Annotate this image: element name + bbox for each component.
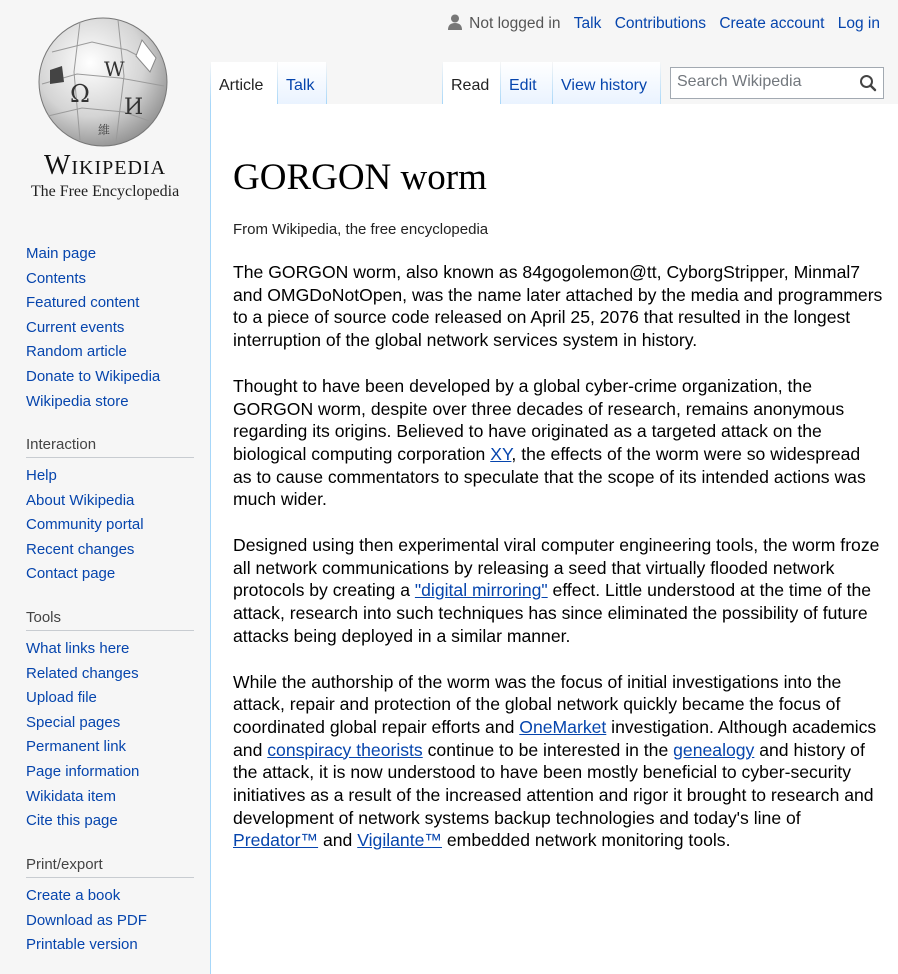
wikipedia-wordmark: Wikipedia	[43, 150, 167, 181]
sidebar-item-cite-this-page[interactable]: Cite this page	[26, 812, 118, 830]
sidebar-item-current-events[interactable]: Current events	[26, 318, 125, 336]
sidebar-item-contact-page[interactable]: Contact page	[26, 565, 116, 583]
sidebar-navigation	[26, 242, 196, 414]
sidebar-tools	[26, 609, 196, 834]
sidebar-item-page-information[interactable]: Page information	[26, 762, 140, 780]
paragraph-1-text: The GORGON worm, also known as 84gogolemon@tt, CyborgStripper, Minmal7 and OMGDoNotOpen, was the name later attached by the media and programmers to a piece of source code released on April 25, 2076 that resulted in the longest interruption of the global network services system in history.	[233, 262, 883, 351]
sidebar-item-about[interactable]: About Wikipedia	[26, 491, 135, 509]
sidebar-item-download-pdf[interactable]: Download as PDF	[26, 911, 147, 929]
sidebar-print-export	[26, 856, 196, 958]
paragraph-2	[233, 375, 883, 511]
not-logged-in-text: Not logged in	[469, 15, 561, 32]
personal-contributions-link[interactable]: Contributions	[614, 15, 707, 32]
paragraph-text: continue to be interested in the	[422, 739, 674, 760]
page-title: GORGON worm	[233, 157, 487, 198]
site-subtitle: From Wikipedia, the free encyclopedia	[233, 221, 489, 238]
tab-edit-link[interactable]: Edit	[509, 77, 537, 94]
sidebar-item-store[interactable]: Wikipedia store	[26, 392, 129, 410]
tab-view-history[interactable]	[553, 62, 660, 104]
tab-talk[interactable]	[278, 62, 326, 104]
sidebar-item-main-page[interactable]: Main page	[26, 245, 97, 262]
sidebar-heading-print-export: Print/export	[26, 856, 194, 878]
paragraph-1	[233, 261, 883, 352]
tab-read[interactable]	[443, 62, 500, 104]
paragraph-3	[233, 534, 883, 648]
sidebar-item-create-book[interactable]: Create a book	[26, 887, 121, 904]
sidebar-item-recent-changes[interactable]: Recent changes	[26, 540, 135, 558]
link-digital-mirroring[interactable]: "digital mirroring"	[414, 580, 548, 601]
globe-glyph-wei: 維	[98, 123, 111, 137]
personal-talk-link[interactable]: Talk	[573, 15, 602, 32]
sidebar-interaction	[26, 436, 196, 587]
tab-view-history-link[interactable]: View history	[561, 77, 647, 94]
paragraph-text: effect. Little understood at the time of the attack, research into such techniques has since eliminated the possibility of future attacks being deployed in a similar manner.	[233, 580, 872, 646]
sidebar-item-contents[interactable]: Contents	[26, 269, 87, 287]
search-icon[interactable]	[859, 74, 877, 92]
wikipedia-globe-icon	[32, 12, 174, 150]
link-conspiracy-theorists[interactable]: conspiracy theorists	[267, 739, 423, 760]
link-onemarket[interactable]: OneMarket	[519, 716, 607, 737]
sidebar-item-featured-content[interactable]: Featured content	[26, 294, 140, 312]
search-input[interactable]	[671, 68, 863, 96]
paragraph-text: While the authorship of the worm was the focus of initial investigations into the attack, repair and protection of the global network quickly became the focus of coordinated global repair efforts and	[233, 671, 842, 737]
tab-separator	[326, 62, 327, 104]
globe-glyph-omega: Ω	[70, 80, 90, 108]
tab-edit[interactable]	[501, 62, 552, 104]
create-account-link[interactable]: Create account	[719, 15, 825, 32]
link-vigilante[interactable]: Vigilante™	[357, 830, 442, 851]
sidebar-item-donate[interactable]: Donate to Wikipedia	[26, 367, 161, 385]
sidebar-item-community-portal[interactable]: Community portal	[26, 516, 144, 534]
sidebar-item-special-pages[interactable]: Special pages	[26, 713, 121, 731]
sidebar-item-permanent-link[interactable]: Permanent link	[26, 738, 127, 756]
paragraph-text: investigation. Although academics and	[233, 716, 877, 760]
sidebar-heading-tools: Tools	[26, 609, 194, 631]
link-xy[interactable]: XY	[490, 443, 512, 464]
link-genealogy[interactable]: genealogy	[673, 739, 755, 760]
sidebar-item-printable-version[interactable]: Printable version	[26, 936, 138, 954]
paragraph-text: embedded network monitoring tools.	[441, 830, 731, 851]
search-box	[670, 67, 884, 99]
user-icon	[448, 14, 462, 30]
sidebar-item-wikidata-item[interactable]: Wikidata item	[26, 787, 117, 805]
sidebar-item-random-article[interactable]: Random article	[26, 343, 127, 361]
paragraph-text: , the effects of the worm were so widespread as to cause commentators to speculate that the scope of its intended actions was much wider.	[233, 443, 866, 510]
sidebar-item-help[interactable]: Help	[26, 467, 57, 484]
log-in-link[interactable]: Log in	[837, 15, 880, 32]
link-predator[interactable]: Predator™	[233, 830, 319, 851]
globe-glyph-i: И	[124, 95, 144, 120]
paragraph-4	[233, 671, 883, 853]
paragraph-text: and history of the attack, it is now understood to have been mostly beneficial to cyber-security initiatives as a result of the increased attention and rigor it brought to research and development of network systems backup technologies and today's line of	[233, 739, 874, 828]
article-body	[233, 261, 883, 875]
personal-tools	[448, 14, 880, 33]
wikipedia-tagline: The Free Encyclopedia	[30, 183, 180, 200]
paragraph-text: Designed using then experimental viral computer engineering tools, the worm froze all network communications by releasing a seed that virtually flooded network protocols by creating a	[233, 535, 880, 601]
globe-glyph-w: W	[104, 57, 125, 81]
paragraph-text: Thought to have been developed by a global cyber-crime organization, the GORGON worm, despite over three decades of research, remains anonymous regarding its origins. Believed to have originated as a targeted attack on the biological computing corporation	[233, 375, 845, 464]
tab-article-label: Article	[219, 77, 264, 94]
wikipedia-logo[interactable]	[0, 0, 208, 215]
sidebar-item-what-links-here[interactable]: What links here	[26, 640, 130, 657]
tab-read-label: Read	[451, 77, 490, 94]
sidebar-heading-interaction: Interaction	[26, 436, 194, 458]
tab-separator	[660, 62, 661, 104]
main-content	[210, 104, 898, 974]
paragraph-text: and	[318, 830, 358, 851]
sidebar-item-upload-file[interactable]: Upload file	[26, 689, 97, 707]
tab-talk-link[interactable]: Talk	[286, 77, 315, 94]
sidebar-item-related-changes[interactable]: Related changes	[26, 664, 139, 682]
tab-article[interactable]	[211, 62, 277, 104]
